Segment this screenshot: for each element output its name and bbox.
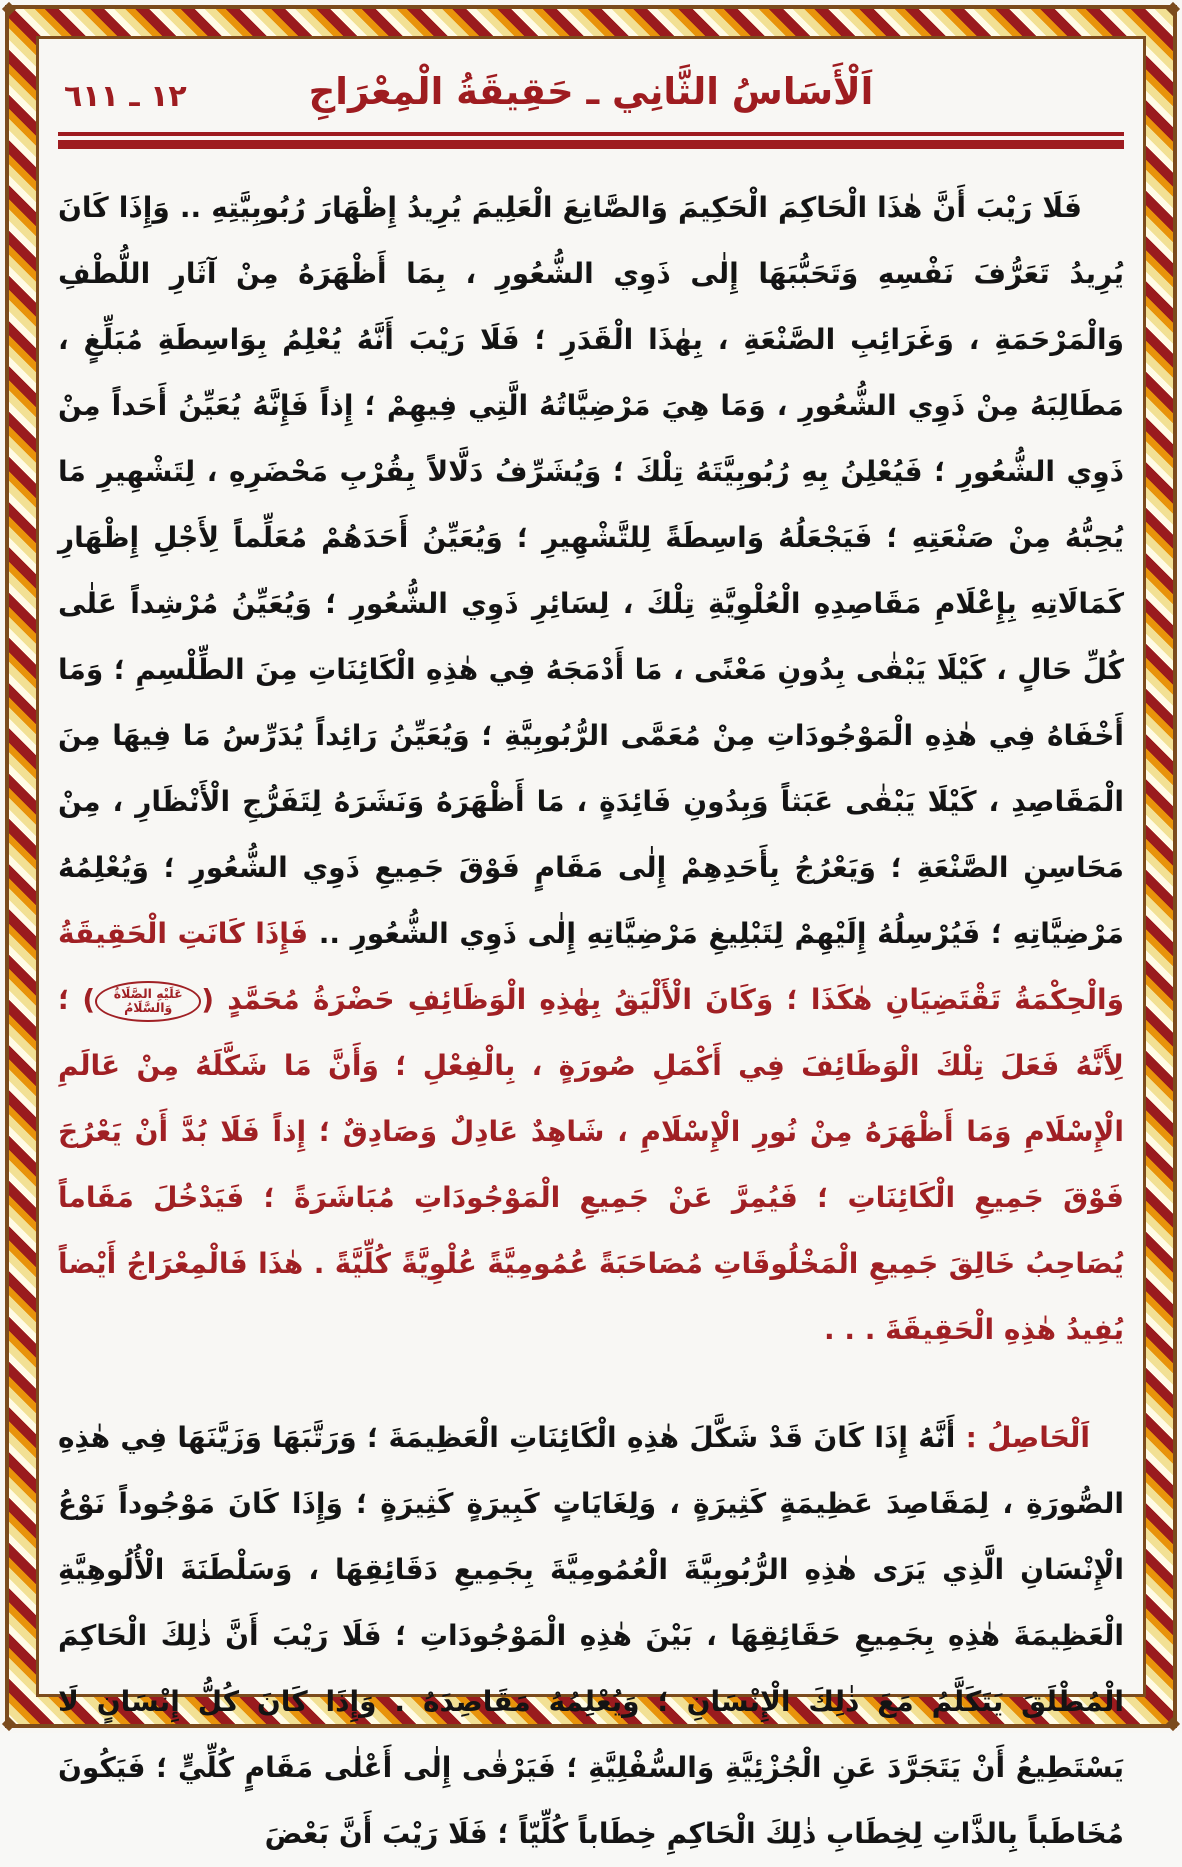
corner-ornament bbox=[2, 2, 16, 16]
page-content bbox=[58, 52, 1124, 1851]
header-rule-thin bbox=[58, 132, 1124, 136]
paragraph-1-red-text-a: فَإِذَا كَانَتِ الْحَقِيقَةُ وَالْحِكْمَةُ تَقْتَضِيَانِ هٰكَذَا ؛ وَكَانَ الْأَلْيَقُ بِهٰذِهِ الْوَظَائِفِ حَضْرَةُ مُحَمَّدٍ ( bbox=[58, 917, 1124, 1017]
header-rule-thick bbox=[58, 140, 1124, 149]
page-header bbox=[58, 52, 1124, 124]
paragraph-2-body-text: أَنَّهُ إِذَا كَانَ قَدْ شَكَّلَ هٰذِهِ الْكَائِنَاتِ الْعَظِيمَةَ ؛ وَرَتَّبَهَا وَزَيَّنَهَا فِي هٰذِهِ الصُّورَةِ ، لِمَقَاصِدَ عَظِيمَةٍ كَثِيرَةٍ ، وَلِغَايَاتٍ كَبِيرَةٍ كَثِيرَةٍ ؛ وَإِذَا كَانَ مَوْجُوداً نَوْعُ الْإِنْسَانِ الَّذِي يَرَى هٰذِهِ الرُّبُوبِيَّةَ الْعُمُومِيَّةَ بِجَمِيعِ دَقَائِقِهَا ، وَسَلْطَنَةَ الْأُلُوهِيَّةِ الْعَظِيمَةَ هٰذِهِ بِجَمِيعِ حَقَائِقِهَا ، بَيْنَ هٰذِهِ الْمَوْجُودَاتِ ؛ فَلَا رَيْبَ أَنَّ ذٰلِكَ الْحَاكِمَ الْمُطْلَقَ يَتَكَلَّمُ مَعَ ذٰلِكَ الْإِنْسَانِ ؛ وَيُعْلِمُهُ مَقَاصِدَهُ . وَإِذَا كَانَ كُلُّ إِنْسَانٍ لَا يَسْتَطِيعُ أَنْ يَتَجَرَّدَ عَنِ الْجُزْئِيَّةِ وَالسُّفْلِيَّةِ ؛ فَيَرْقٰى إِلٰى أَعْلٰى مَقَامٍ كُلِّيٍّ ؛ فَيَكُونَ مُخَاطَباً بِالذَّاتِ لِخِطَابِ ذٰلِكَ الْحَاكِمِ خِطَاباً كُلِّيّاً ؛ فَلَا رَيْبَ أَنَّ بَعْضَ bbox=[58, 1421, 1124, 1851]
corner-ornament bbox=[2, 1717, 16, 1731]
paragraph-1-black-text: فَلَا رَيْبَ أَنَّ هٰذَا الْحَاكِمَ الْحَكِيمَ وَالصَّانِعَ الْعَلِيمَ يُرِيدُ إِظْهَارَ رُبُوبِيَّتِهِ .. وَإِذَا كَانَ يُرِيدُ تَعَرُّفَ نَفْسِهِ وَتَحَبُّبَهَا إِلٰى ذَوِي الشُّعُورِ ، بِمَا أَظْهَرَهُ مِنْ آثَارِ اللُّطْفِ وَالْمَرْحَمَةِ ، وَغَرَائِبِ الصَّنْعَةِ ، بِهٰذَا الْقَدَرِ ؛ فَلَا رَيْبَ أَنَّهُ يُعْلِمُ بِوَاسِطَةِ مُبَلِّغٍ ، مَطَالِبَهُ مِنْ ذَوِي الشُّعُورِ ، وَمَا هِيَ مَرْضِيَّاتُهُ الَّتِي فِيهِمْ ؛ إِذاً فَإِنَّهُ يُعَيِّنُ أَحَداً مِنْ ذَوِي الشُّعُورِ ؛ فَيُعْلِنُ بِهِ رُبُوبِيَّتَهُ تِلْكَ ؛ وَيُشَرِّفُ دَلَّالاً بِقُرْبِ مَحْضَرِهِ ، لِتَشْهِيرِ مَا يُحِبُّهُ مِنْ صَنْعَتِهِ ؛ فَيَجْعَلُهُ وَاسِطَةً لِلتَّشْهِيرِ ؛ وَيُعَيِّنُ أَحَدَهُمْ مُعَلِّماً لِأَجْلِ إِظْهَارِ كَمَالَاتِهِ بِإِعْلَامِ مَقَاصِدِهِ الْعُلْوِيَّةِ تِلْكَ ، لِسَائِرِ ذَوِي الشُّعُورِ ؛ وَيُعَيِّنُ مُرْشِداً عَلٰى كُلِّ حَالٍ ، كَيْلَا يَبْقٰى بِدُونِ مَعْنًى ، مَا أَدْمَجَهُ فِي هٰذِهِ الْكَائِنَاتِ مِنَ الطِّلْسِمِ ؛ وَمَا أَخْفَاهُ فِي هٰذِهِ الْمَوْجُودَاتِ مِنْ مُعَمَّى الرُّبُوبِيَّةِ ؛ وَيُعَيِّنُ رَائِداً يُدَرِّسُ مَا فِيهَا مِنَ الْمَقَاصِدِ ، كَيْلَا يَبْقٰى عَبَثاً وَبِدُونِ فَائِدَةٍ ، مَا أَظْهَرَهُ وَنَشَرَهُ لِتَفَرُّجِ الْأَنْظَارِ ، مِنْ مَحَاسِنِ الصَّنْعَةِ ؛ وَيَعْرُجُ بِأَحَدِهِمْ إِلٰى مَقَامٍ فَوْقَ جَمِيعِ ذَوِي الشُّعُورِ ؛ وَيُعْلِمُهُ مَرْضِيَّاتِهِ ؛ فَيُرْسِلُهُ إِلَيْهِمْ لِتَبْلِيغِ مَرْضِيَّاتِهِ إِلٰى ذَوِي الشُّعُورِ .. bbox=[58, 191, 1124, 951]
paragraph-2-lead: اَلْحَاصِلُ : bbox=[955, 1421, 1091, 1455]
pbuh-cartouche: عَلَيْهِ الصَّلَاةُ وَالسَّلَامُ bbox=[95, 981, 201, 1022]
corner-ornament bbox=[1166, 1717, 1180, 1731]
body-text bbox=[58, 175, 1124, 1867]
page-numbers: ١٢ ـ ٦١١ bbox=[64, 79, 187, 115]
paragraph-2 bbox=[58, 1405, 1124, 1867]
corner-ornament bbox=[1166, 2, 1180, 16]
page-title: اَلْأَسَاسُ الثَّانِي ـ حَقِيقَةُ الْمِعْرَاجِ bbox=[308, 70, 874, 113]
paragraph-1 bbox=[58, 175, 1124, 1363]
paragraph-1-red-text-b: ) ؛ لِأَنَّهُ فَعَلَ تِلْكَ الْوَظَائِفَ فِي أَكْمَلِ صُورَةٍ ، بِالْفِعْلِ ؛ وَأَنَّ مَا شَكَّلَهُ مِنْ عَالَمِ الْإِسْلَامِ وَمَا أَظْهَرَهُ مِنْ نُورِ الْإِسْلَامِ ، شَاهِدٌ عَادِلٌ وَصَادِقٌ ؛ إِذاً فَلَا بُدَّ أَنْ يَعْرُجَ فَوْقَ جَمِيعِ الْكَائِنَاتِ ؛ فَيُمِرَّ عَنْ جَمِيعِ الْمَوْجُودَاتِ مُبَاشَرَةً ؛ فَيَدْخُلَ مَقَاماً يُصَاحِبُ خَالِقَ جَمِيعِ الْمَخْلُوقَاتِ مُصَاحَبَةً عُمُومِيَّةً عُلْوِيَّةً كُلِّيَّةً . هٰذَا فَالْمِعْرَاجُ أَيْضاً يُفِيدُ هٰذِهِ الْحَقِيقَةَ . . . bbox=[58, 983, 1124, 1347]
